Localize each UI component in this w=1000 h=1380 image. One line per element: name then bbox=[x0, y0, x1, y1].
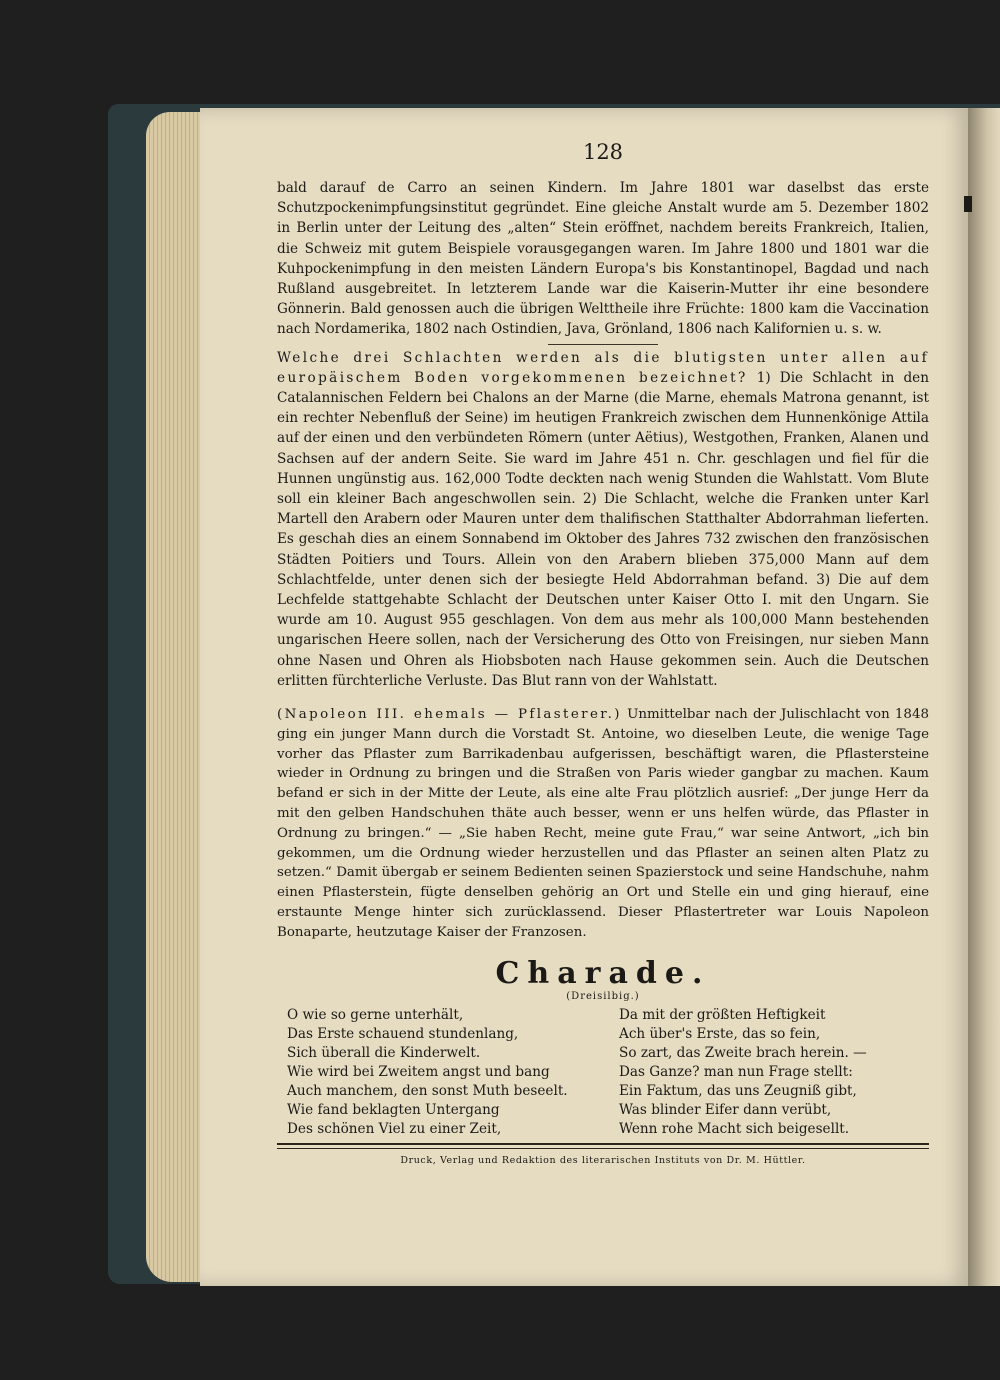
battles-heading: Welche drei Schlachten werden als die blutigsten unter allen auf europäischem Boden vorgekommenen bezeichnet? bbox=[277, 349, 929, 386]
battles-paragraph bbox=[277, 348, 929, 691]
page-number: 128 bbox=[582, 140, 624, 164]
poem-line: Auch manchem, den sonst Muth beseelt. bbox=[287, 1082, 568, 1099]
bookmark-tab bbox=[964, 196, 972, 212]
napoleon-paragraph bbox=[277, 705, 929, 943]
spacer bbox=[277, 691, 929, 705]
poem-line: Des schönen Viel zu einer Zeit, bbox=[287, 1120, 502, 1137]
napoleon-body: Unmittelbar nach der Julischlacht von 1848 ging ein junger Mann durch die Vorstadt St. Antoine, wo dieselben Leute, die wenige Tage vorher das Pflaster zum Barrikadenbau aufgerissen, beschäftigt waren, die Pflastersteine wieder in Ordnung zu bringen und die Straßen von Paris wieder gangbar zu machen. Kaum befand er sich in der Mitte der Leute, als eine alte Frau plötzlich ausrief: „Der junge Herr da mit den gelben Handschuhen thäte auch besser, wenn er uns helfen würde, das Pflaster in Ordnung zu bringen.“ — „Sie haben Recht, meine gute Frau,“ war seine Antwort, „ich bin gekommen, um die Ordnung wieder herzustellen und das Pflaster an seinen alten Platz zu setzen.“ Damit übergab er seinem Bedienten seinen Spazierstock und seine Handschuhe, nahm einen Pflasterstein, fügte denselben gehörig an Ort und Stelle ein und ging hierauf, eine erstaunte Menge hinter sich zurücklassend. Dieser Pflastertreter war Louis Napoleon Bonaparte, heutzutage Kaiser der Franzosen. bbox=[277, 707, 929, 940]
poem-line: Was blinder Eifer dann verübt, bbox=[619, 1101, 832, 1118]
poem-line: Ein Faktum, das uns Zeugniß gibt, bbox=[619, 1082, 857, 1099]
vaccination-paragraph: bald darauf de Carro an seinen Kindern. Im Jahre 1801 war daselbst das erste Schutzpockenimpfungsinstitut gegründet. Eine gleiche Anstalt wurde am 5. Dezember 1802 in Berlin unter der Leitung des „alten“ Stein eröffnet, nachdem bereits Frankreich, Italien, die Schweiz mit gutem Beispiele vorausgegangen waren. Im Jahre 1800 und 1801 war die Kuhpockenimpfung in den meisten Ländern Europa's bis Konstantinopel, Bagdad und nach Rußland ausgebreitet. In letzterem Lande war die Kaiserin-Mutter ihr eine besondere Gönnerin. Bald genossen auch die übrigen Welttheile ihre Früchte: 1800 kam die Vaccination nach Nordamerika, 1802 nach Ostindien, Java, Grönland, 1806 nach Kalifornien u. s. w. bbox=[277, 180, 929, 338]
page-content bbox=[277, 140, 929, 1166]
poem-line: Ach über's Erste, das so fein, bbox=[619, 1025, 821, 1042]
charade-title: Charade. bbox=[495, 955, 711, 991]
poem-line: So zart, das Zweite brach herein. — bbox=[619, 1044, 867, 1061]
battles-body: 1) Die Schlacht in den Catalannischen Feldern bei Chalons an der Marne (die Marne, ehemals Matrona genannt, ist ein rechter Nebenfluß der Seine) im heutigen Frankreich zwischen dem Hunnenkönige Attila auf der einen und den verbündeten Römern (unter Aëtius), Westgothen, Franken, Alanen und Sachsen auf der andern Seite. Sie ward im Jahre 451 n. Chr. geschlagen und fiel für die Hunnen ungünstig aus. 162,000 Todte deckten nach wenig Stunden die Wahlstatt. Vom Blute soll ein kleiner Bach angeschwollen sein. 2) Die Schlacht, welche die Franken unter Karl Martell den Arabern oder Mauren unter dem thalifischen Statthalter Abdorrahman lieferten. Es geschah dies an einem Sonnabend im Oktober des Jahres 732 zwischen den französischen Städten Poitiers und Tours. Allein von den Arabern blieben 375,000 Mann auf dem Schlachtfelde, unter denen sich der besiegte Held Abdorrahman befand. 3) Die auf dem Lechfelde stattgehabte Schlacht der Deutschen unter Kaiser Otto I. mit den Ungarn. Sie wurde am 10. August 955 geschlagen. Von dem aus mehr als 100,000 Mann bestehenden ungarischen Heere sollen, nach der Versicherung des Otto von Freisingen, nur sieben Mann ohne Nasen und Ohren als Hiobsboten nach Hause gekommen sein. Auch die Deutschen erlitten fürchterliche Verluste. Das Blut rann von der Wahlstatt. bbox=[277, 369, 929, 689]
poem-line: Da mit der größten Heftigkeit bbox=[619, 1006, 826, 1023]
poem-line: O wie so gerne unterhält, bbox=[287, 1006, 464, 1023]
napoleon-heading: (Napoleon III. ehemals — Pflasterer.) bbox=[277, 707, 622, 723]
charade-poem bbox=[277, 1006, 929, 1139]
poem-left-column bbox=[287, 1006, 587, 1139]
poem-line: Sich überall die Kinderwelt. bbox=[287, 1044, 481, 1061]
page-edges bbox=[146, 112, 206, 1282]
footer-rule bbox=[277, 1143, 929, 1149]
poem-line: Das Ganze? man nun Frage stellt: bbox=[619, 1063, 853, 1080]
poem-line: Wenn rohe Macht sich beigesellt. bbox=[619, 1120, 850, 1137]
facing-page-edge bbox=[968, 108, 1000, 1286]
poem-line: Wie wird bei Zweitem angst und bang bbox=[287, 1063, 550, 1080]
imprint-line: Druck, Verlag und Redaktion des literarischen Instituts von Dr. M. Hüttler. bbox=[400, 1154, 806, 1166]
section-divider bbox=[548, 344, 658, 345]
poem-line: Das Erste schauend stundenlang, bbox=[287, 1025, 519, 1042]
poem-line: Wie fand beklagten Untergang bbox=[287, 1101, 500, 1118]
poem-right-column bbox=[619, 1006, 919, 1139]
charade-subtitle: (Dreisilbig.) bbox=[566, 990, 640, 1002]
